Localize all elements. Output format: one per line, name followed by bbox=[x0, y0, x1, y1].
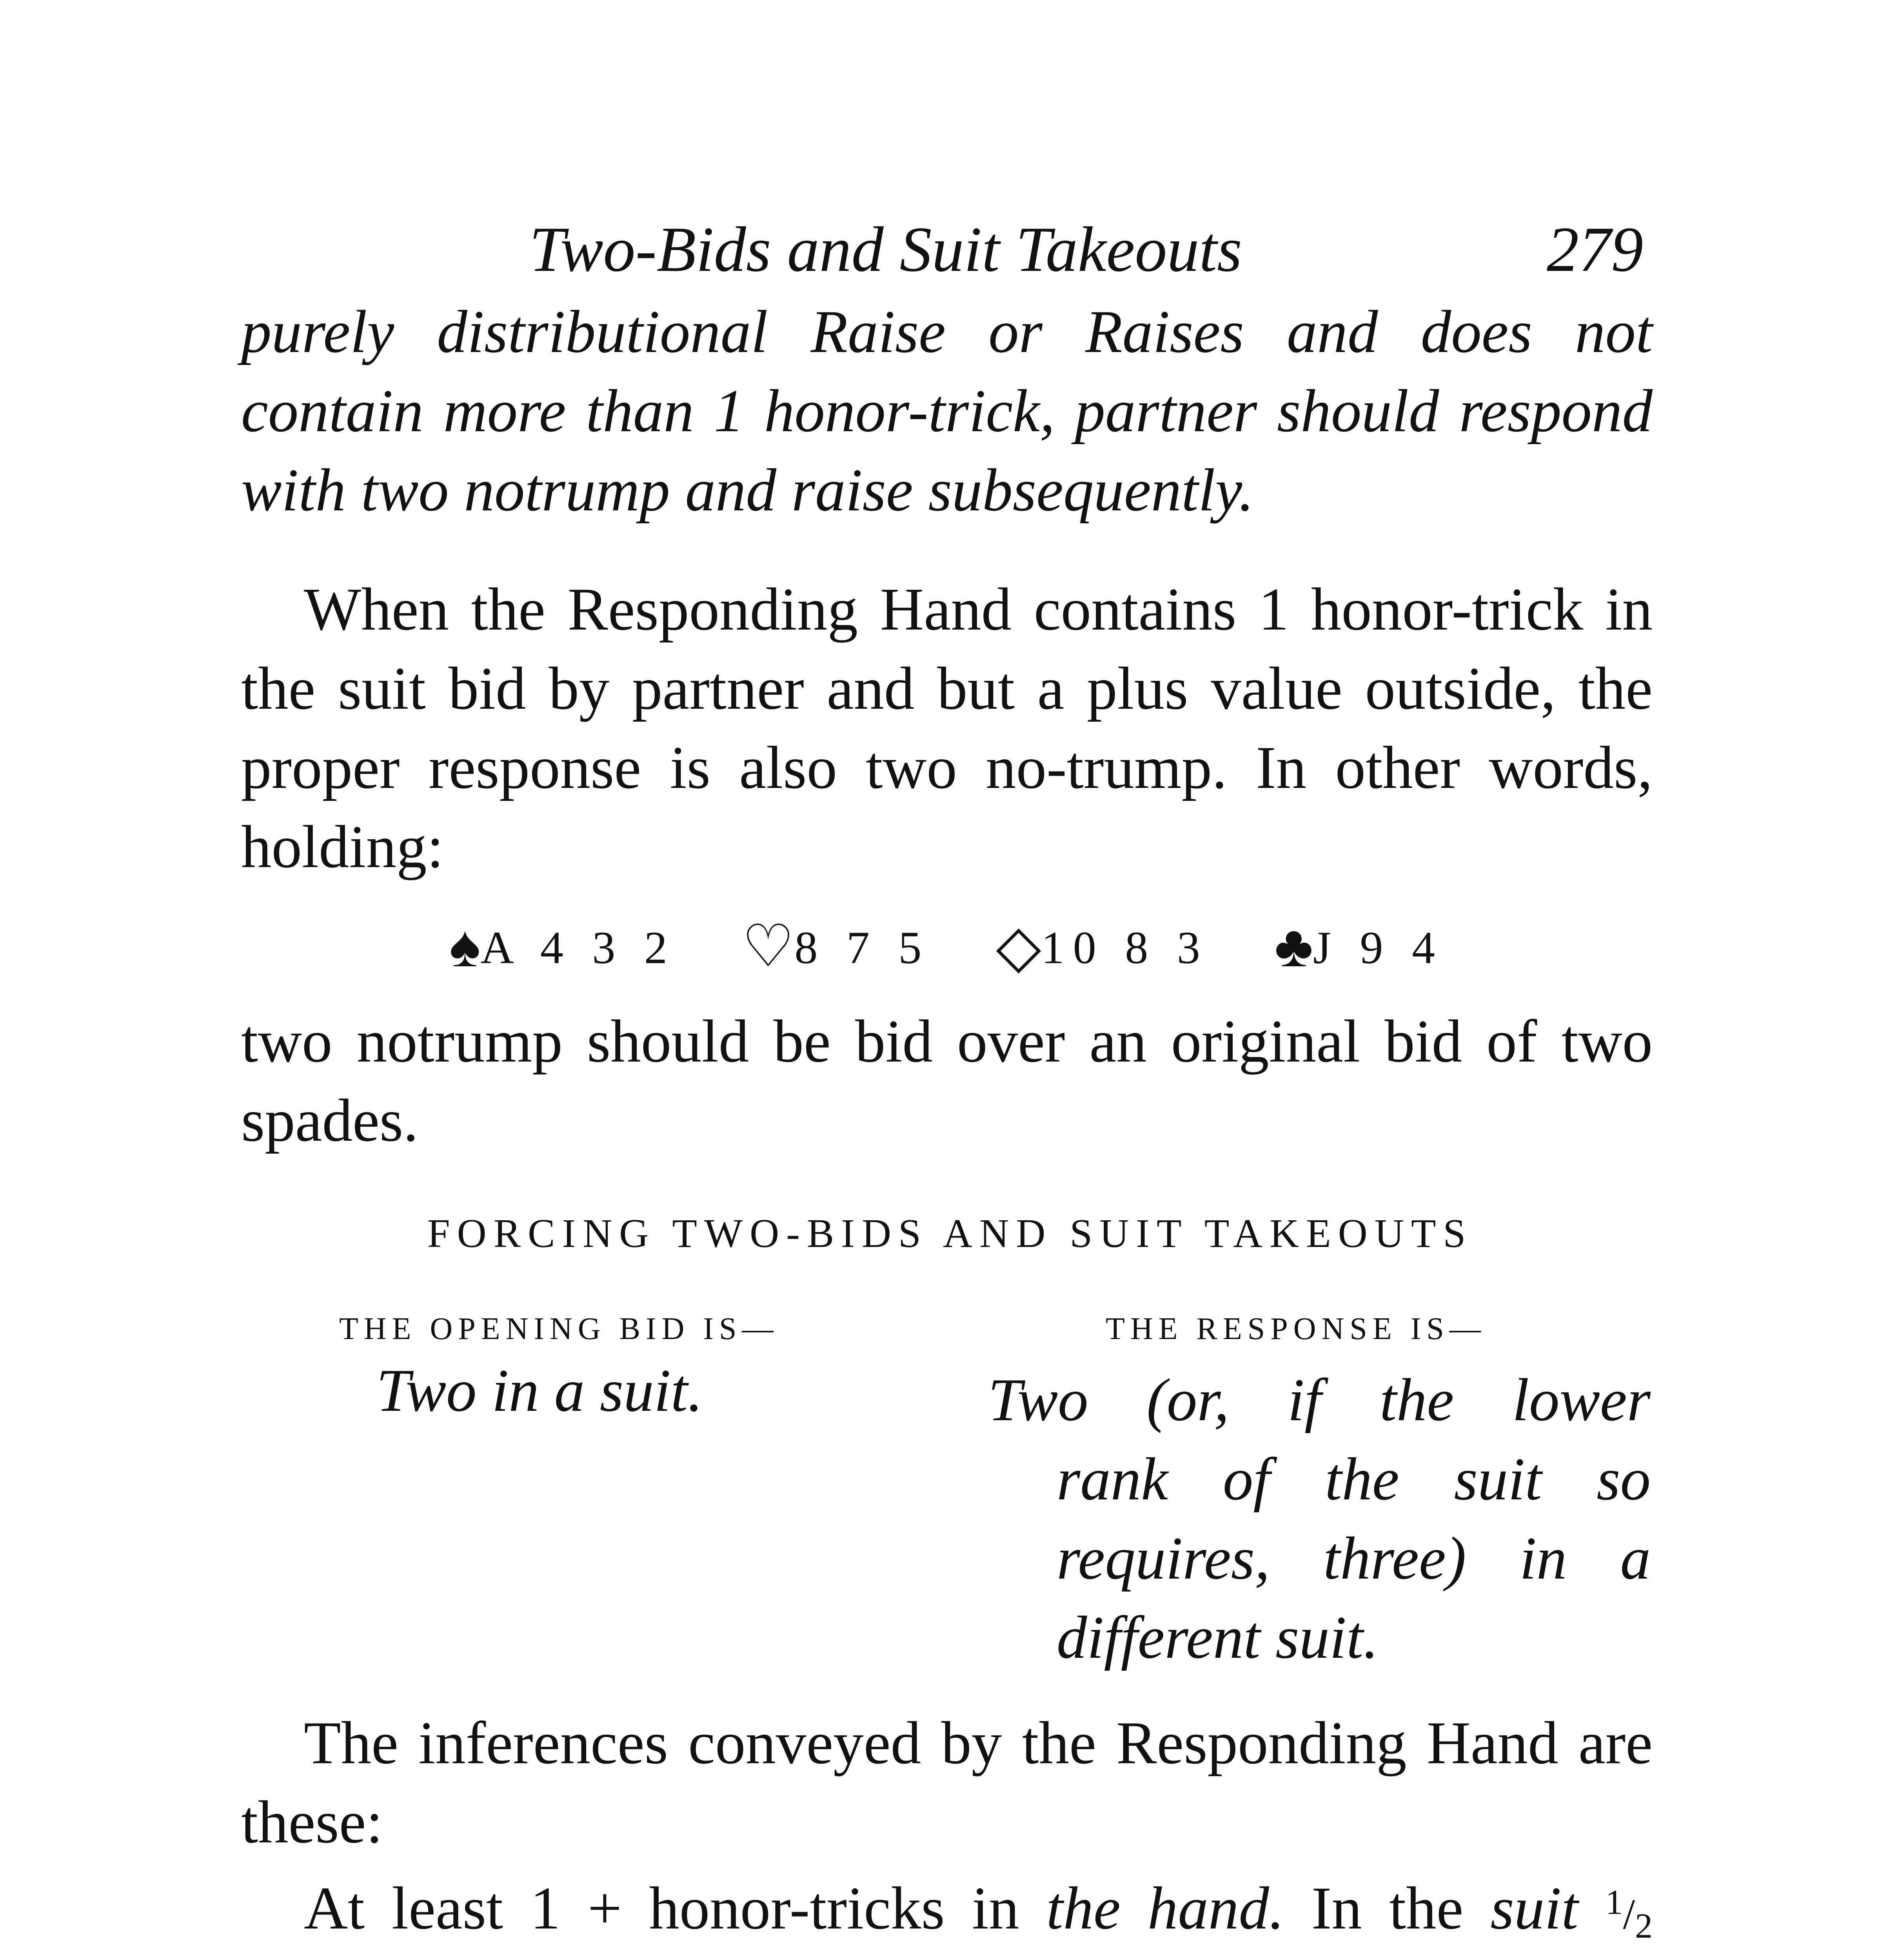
fraction-half: $^1/_2$ bbox=[1605, 1883, 1653, 1945]
clubs-holding: ♣J 9 4 bbox=[1274, 914, 1444, 979]
paragraph-text: purely distributional Raise or Raises and does not contain more than 1 honor-trick, partner should respond with two notrump and raise subsequently. bbox=[241, 298, 1653, 524]
column-header-response: THE RESPONSE IS— bbox=[1106, 1312, 1486, 1346]
table-cell-opening-bid: Two in a suit. bbox=[376, 1357, 703, 1424]
heart-icon: ♡ bbox=[741, 914, 795, 979]
club-icon: ♣ bbox=[1274, 914, 1313, 979]
diamond-icon: ◇ bbox=[996, 914, 1041, 979]
paragraph-text: When the Responding Hand contains 1 honor-trick in the suit bid by partner and but a plus value outside, the proper response is also two no-trump. In other words, holding: bbox=[241, 575, 1653, 880]
response-line: requires, three) in a bbox=[1057, 1524, 1651, 1592]
spade-icon: ♠ bbox=[449, 914, 481, 979]
paragraph-text: At least 1 + honor-tricks in the hand. In the suit $^1/_2$ bbox=[304, 1874, 1653, 1945]
hearts-holding: ♡8 7 5 bbox=[741, 914, 930, 979]
paragraph-continuation bbox=[241, 292, 1653, 530]
response-line: Two (or, if the lower bbox=[988, 1366, 1651, 1434]
paragraph-two-notrump bbox=[241, 1002, 1653, 1160]
spades-holding: ♠A 4 3 2 bbox=[449, 914, 676, 979]
paragraph-inferences bbox=[241, 1703, 1653, 1862]
paragraph-text: The inferences conveyed by the Responding Hand are these: bbox=[241, 1709, 1653, 1856]
table-cell-response bbox=[988, 1360, 1651, 1677]
column-header-opening-bid: THE OPENING BID IS— bbox=[339, 1312, 779, 1346]
table-title: FORCING TWO-BIDS AND SUIT TAKEOUTS bbox=[427, 1211, 1473, 1256]
diamonds-holding: ◇10 8 3 bbox=[996, 914, 1209, 979]
paragraph-at-least bbox=[241, 1863, 1653, 1960]
response-line: different suit. bbox=[1057, 1604, 1379, 1671]
response-line: rank of the suit so bbox=[1057, 1445, 1651, 1513]
page-number: 279 bbox=[1547, 214, 1643, 285]
paragraph-text: two notrump should be bid over an original bid of two spades. bbox=[241, 1007, 1653, 1154]
paragraph-responding-hand bbox=[241, 570, 1653, 886]
running-head-title: Two-Bids and Suit Takeouts bbox=[529, 214, 1242, 285]
hand-diagram-1 bbox=[0, 914, 1900, 979]
